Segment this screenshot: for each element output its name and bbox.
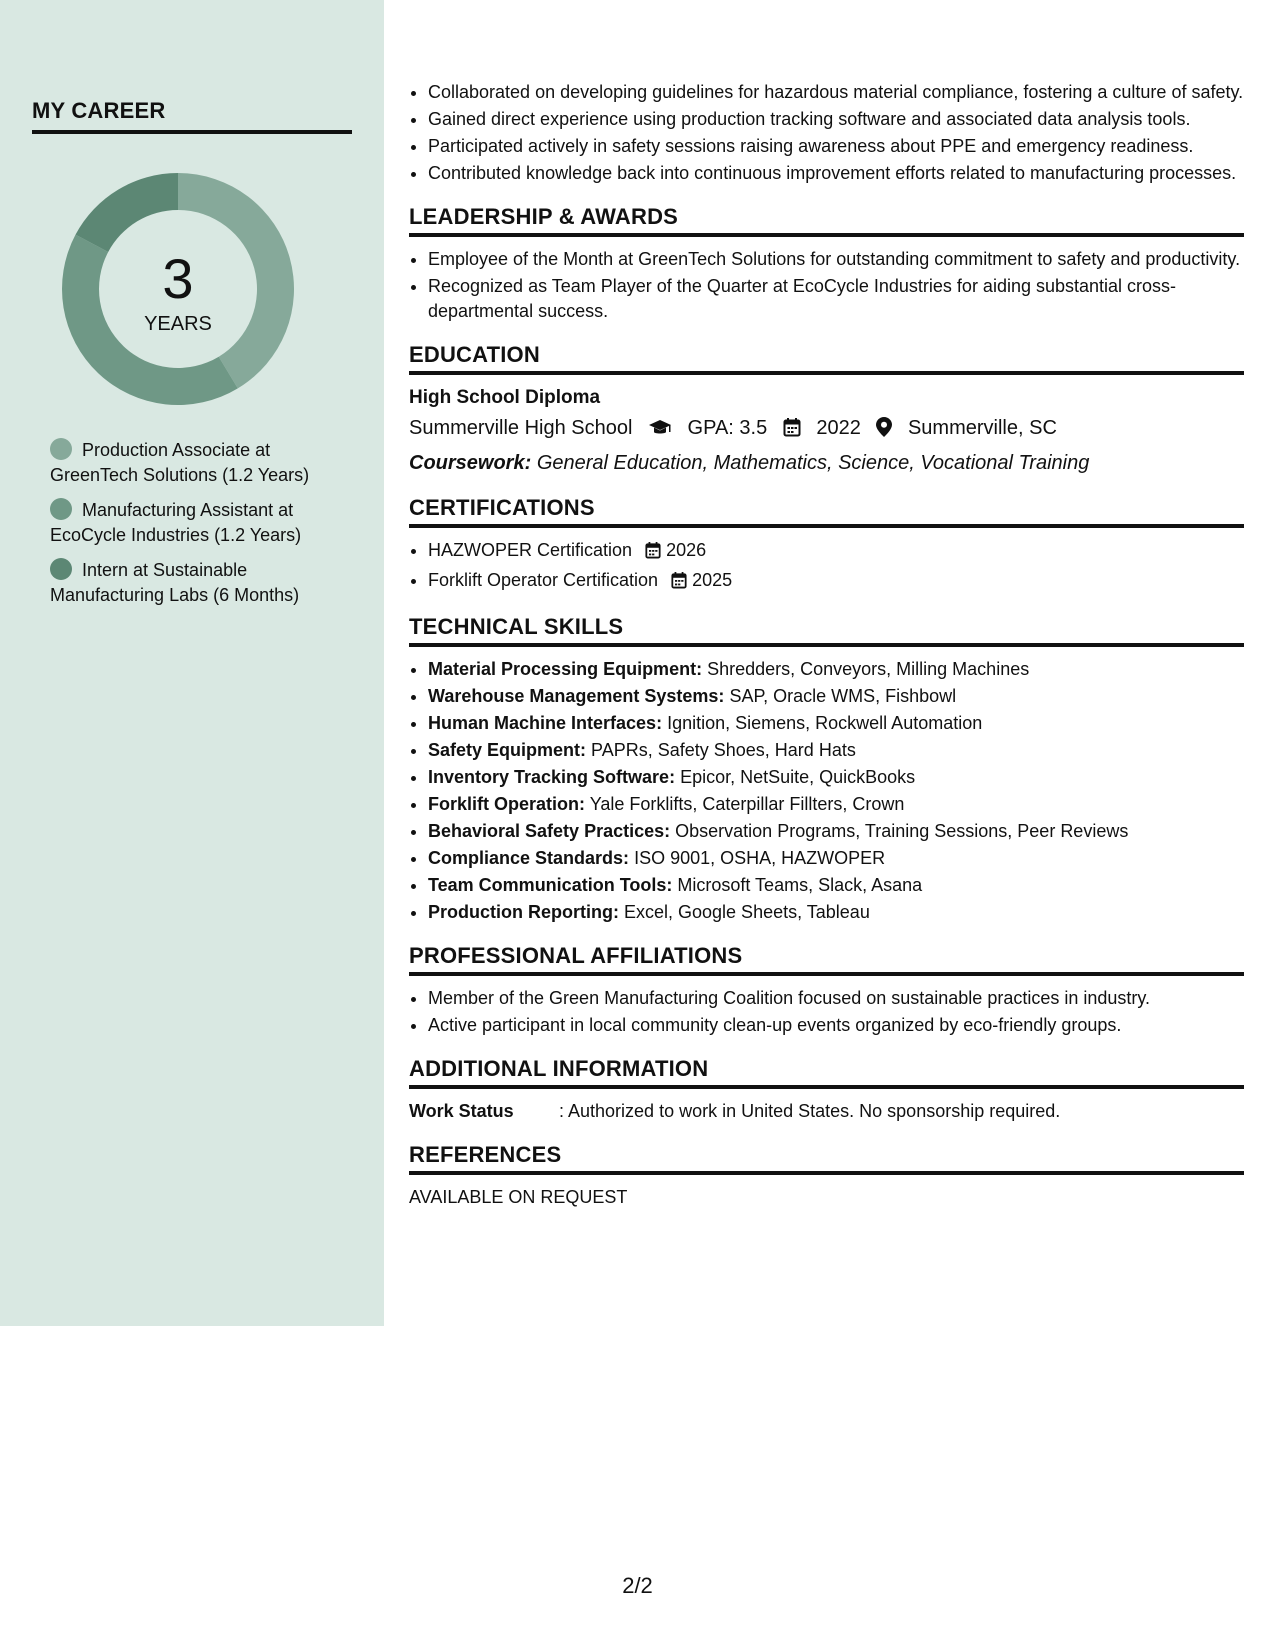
career-years-number: 3	[162, 247, 194, 310]
skill-value: PAPRs, Safety Shoes, Hard Hats	[591, 740, 856, 760]
skill-value: Epicor, NetSuite, QuickBooks	[680, 767, 916, 787]
experience-bullets	[409, 80, 1244, 186]
leadership-list	[409, 247, 1244, 324]
certifications-list	[409, 538, 1244, 596]
education-location: Summerville, SC	[907, 417, 1057, 439]
list-item: • Employee of the Month at GreenTech Solutions for outstanding commitment to safety and productivity.	[428, 247, 1244, 272]
sidebar	[0, 0, 384, 1326]
certifications-heading: CERTIFICATIONS	[409, 495, 1244, 528]
list-item: • Active participant in local community clean-up events organized by eco-friendly groups.	[428, 1013, 1244, 1038]
list-item: • Gained direct experience using production tracking software and associated data analysis tools.	[428, 107, 1244, 132]
education-coursework	[409, 449, 1244, 477]
skill-label: Material Processing Equipment:	[428, 659, 703, 679]
skill-label: Human Machine Interfaces:	[428, 713, 663, 733]
career-legend	[50, 438, 350, 618]
skill-label: Team Communication Tools:	[428, 875, 673, 895]
list-item: • Collaborated on developing guidelines for hazardous material compliance, fostering a culture of safety.	[428, 80, 1244, 105]
skills-heading: TECHNICAL SKILLS	[409, 614, 1244, 647]
skill-label: Warehouse Management Systems:	[428, 686, 725, 706]
education-year: 2022	[816, 417, 861, 439]
skill-value: Yale Forklifts, Caterpillar Fillters, Crown	[589, 794, 905, 814]
list-item	[428, 657, 1244, 682]
list-item	[428, 900, 1244, 925]
list-item	[428, 538, 1244, 566]
skill-value: Observation Programs, Training Sessions, Peer Reviews	[675, 821, 1129, 841]
education-school: Summerville High School	[409, 417, 633, 439]
page-number: 2/2	[622, 1573, 653, 1598]
career-title: MY CAREER	[32, 98, 352, 134]
education-heading: EDUCATION	[409, 342, 1244, 375]
skill-label: Forklift Operation:	[428, 794, 585, 814]
list-item	[428, 846, 1244, 871]
work-status-value: : Authorized to work in United States. No sponsorship required.	[559, 1101, 1061, 1121]
certification-name: Forklift Operator Certification	[428, 570, 659, 590]
list-item: • Contributed knowledge back into continuous improvement efforts related to manufacturing processes.	[428, 161, 1244, 186]
list-item	[428, 568, 1244, 596]
skill-label: Compliance Standards:	[428, 848, 630, 868]
leadership-heading: LEADERSHIP & AWARDS	[409, 204, 1244, 237]
list-item	[428, 792, 1244, 817]
legend-item	[50, 558, 350, 608]
skill-label: Inventory Tracking Software:	[428, 767, 676, 787]
certification-name: HAZWOPER Certification	[428, 540, 633, 560]
legend-dot	[50, 558, 72, 580]
donut-center	[62, 173, 294, 405]
coursework-text: General Education, Mathematics, Science, Vocational Training	[536, 452, 1090, 474]
list-item	[428, 765, 1244, 790]
education-gpa: GPA: 3.5	[687, 417, 768, 439]
graduation-cap-icon	[648, 417, 672, 445]
legend-item	[50, 438, 350, 488]
education-degree: High School Diploma	[409, 387, 601, 408]
affiliations-list	[409, 986, 1244, 1038]
legend-label: Manufacturing Assistant at EcoCycle Industries (1.2 Years)	[50, 500, 302, 545]
skill-label: Production Reporting:	[428, 902, 619, 922]
career-years-unit: YEARS	[144, 313, 212, 335]
skill-value: Ignition, Siemens, Rockwell Automation	[667, 713, 983, 733]
legend-label: Production Associate at GreenTech Solutions (1.2 Years)	[50, 440, 310, 485]
legend-item	[50, 498, 350, 548]
work-status-row	[409, 1099, 1244, 1124]
legend-dot	[50, 498, 72, 520]
list-item: • Member of the Green Manufacturing Coalition focused on sustainable practices in industry.	[428, 986, 1244, 1011]
list-item	[428, 738, 1244, 763]
skill-value: Microsoft Teams, Slack, Asana	[677, 875, 923, 895]
list-item	[428, 684, 1244, 709]
list-item	[428, 711, 1244, 736]
list-item	[428, 873, 1244, 898]
calendar-icon	[783, 417, 801, 445]
calendar-icon	[671, 571, 687, 596]
certification-year: 2026	[666, 540, 707, 560]
skill-value: SAP, Oracle WMS, Fishbowl	[729, 686, 957, 706]
skill-value: Excel, Google Sheets, Tableau	[624, 902, 870, 922]
list-item: • Participated actively in safety sessions raising awareness about PPE and emergency readiness.	[428, 134, 1244, 159]
list-item	[428, 819, 1244, 844]
skill-value: Shredders, Conveyors, Milling Machines	[707, 659, 1030, 679]
main-content	[409, 80, 1244, 1210]
coursework-label: Coursework:	[409, 452, 532, 474]
affiliations-heading: PROFESSIONAL AFFILIATIONS	[409, 943, 1244, 976]
references-heading: REFERENCES	[409, 1142, 1244, 1175]
references-text: AVAILABLE ON REQUEST	[409, 1187, 628, 1207]
legend-label: Intern at Sustainable Manufacturing Labs (6 Months)	[50, 560, 300, 605]
certification-year: 2025	[692, 570, 733, 590]
skills-list	[409, 657, 1244, 925]
legend-dot	[50, 438, 72, 460]
skill-label: Behavioral Safety Practices:	[428, 821, 671, 841]
work-status-label: Work Status	[409, 1101, 514, 1121]
calendar-icon	[645, 541, 661, 566]
list-item: • Recognized as Team Player of the Quarter at EcoCycle Industries for aiding substantial cross-departmental success.	[428, 274, 1244, 324]
additional-heading: ADDITIONAL INFORMATION	[409, 1056, 1244, 1089]
skill-value: ISO 9001, OSHA, HAZWOPER	[634, 848, 886, 868]
skill-label: Safety Equipment:	[428, 740, 587, 760]
location-pin-icon	[876, 417, 892, 445]
education-details	[409, 414, 1244, 445]
